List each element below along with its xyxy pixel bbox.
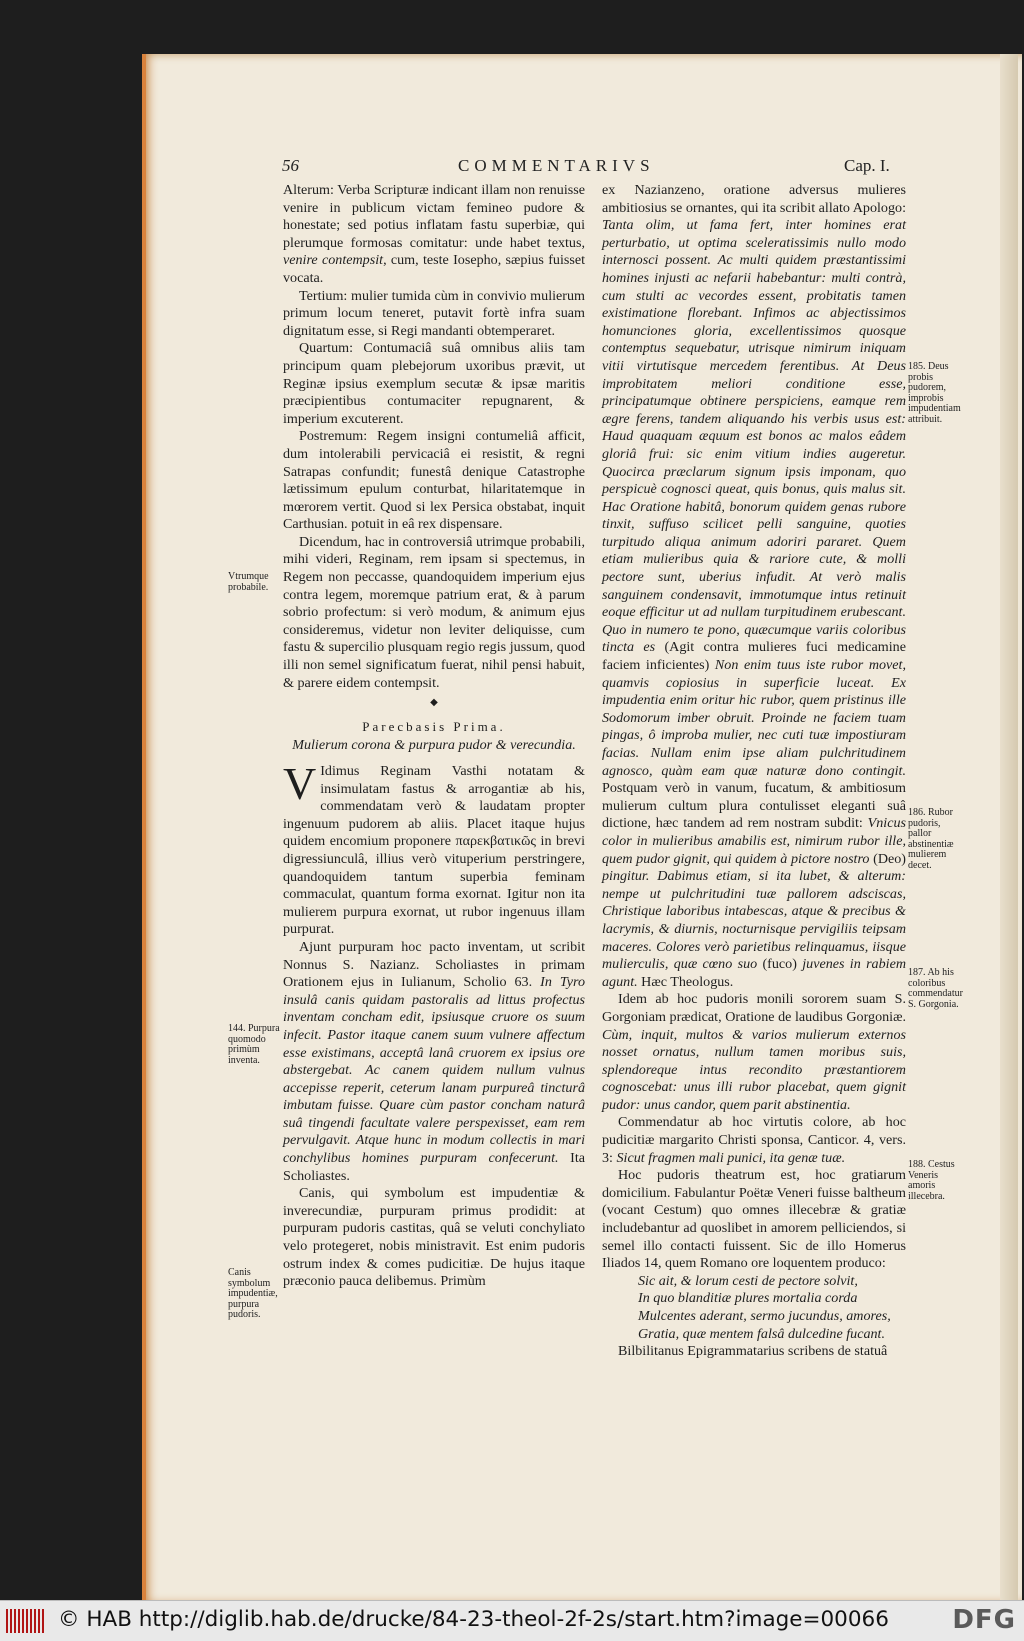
running-title: COMMENTARIVS — [458, 156, 655, 175]
paragraph-commendatur: Commendatur ab hoc virtutis colore, ab hoc pudicitiæ margarito Christi sponsa, Canticor. 4, vers. 3: Sicut fragmen mali punici, ita genæ tuæ. — [602, 1114, 906, 1166]
verse-line: Sic ait, & lorum cesti de pectore solvit, — [638, 1272, 858, 1289]
paragraph-tertium: Tertium: mulier tumida cùm in convivio mulierum primum locum teneret, putavit fortè infra suam dignitatum esse, si Regi mandanti obtemperaret. — [283, 287, 585, 339]
barcode-icon — [6, 1609, 44, 1633]
paragraph-bilbilitanus: Bilbilitanus Epigrammatarius scribens de statuâ — [618, 1343, 888, 1360]
paragraph-nazianzenus: ex Nazianzeno, oratione adversus mulieres ambitiosius se ornantes, qui ita scribit allato Apologo: Tanta olim, ut fama fert, inter homines erat perturbatio, ut optima sceleratissimis nullo modo internosci possent. Ac multi quidem præstantissimi homines injusti ac nefarii habebantur: multi contrà, cum stulti ac vecordes essent, probitatis tamen existimatione florebant. Infimos ac abjectissimos homunciones gloria, excellentissimos quosque contemptus sequebatur, utrisque nimirum iniquam vitii virtutisque mercedem ferentibus. At Deus improbitatem meliori conditione esse, principatumque obtinere perspiciens, eamque rem ægre ferens, tandem aliquando his verbis usus est: Haud quaquam æquum est bonos ac malos eâdem gloriâ frui: sic enim vitium indies augeretur. Quocirca præclarum signum ipsis imponam, quo perspicuè cognosci queat, quis bonus, quis malus sit. Hac Oratione habitâ, bonorum quidem genas rubore tinxit, suffuso scilicet pelli sanguine, quoties turpitudo aliqua animum adoriri pararet. Quem etiam mulieribus quia & rariore cute, & molli pectore sunt, uberius infudit. At verò malis sanguinem condensavit, immotumque intus retinuit eoque efficitur ut ad nullam turpitudinem erubescant. Quo in numero te pono, quæcumque variis coloribus tincta es (Agit contra mulieres fuci medicamine faciem inficientes) Non enim tuus iste rubor movet, quamvis copiosius in superficie luceat. Ex impudentia enim oritur hic rubor, quem pristinus ille Sodomorum imber obruit. Proinde ne faciem tuam pingas, ô improba mulier, nec cuti tuæ impostiuram facias. Nullam enim ipse aliam pulchritudinem agnosco, quàm eam quæ naturæ dono contingit. Postquam verò in vanum, fucatum, & ambitiosum mulierum cultum plura contulisset eleganti suâ dictione, hæc tandem ad rem nostram subdit: Vnicus color in mulieribus amabilis est, nimirum rubor ille, quem pudor gignit, qui quidem à pictore nostro (Deo) pingitur. Dabimus etiam, si ita lubet, & alterum: nempe ut pulchritudini tuæ pallorem adsciscas, Christique laboribus intabescas, atque & precibus & lacrymis, & diurnis, nocturnisque pervigiliis teipsam maceres. Colores verò parietibus relinquamus, iisque mulierculis, quæ cœno suo (fuco) juvenes in rabiem agunt. Hæc Theologus. — [602, 182, 906, 990]
margin-note-144: 144. Purpura quomodo primùm inventa. — [228, 1023, 280, 1066]
drop-cap: V — [283, 758, 317, 809]
paragraph-gorgonia: Idem ab hoc pudoris monili sororem suam S. Gorgoniam prædicat, Oratione de laudibus Gorgoniæ. Cùm, inquit, multos & varios mulierum externos nosset ornatus, nullum tamen moribus suis, splendoreque intus recondito præstantiorem cognoscebat: unus illi rubor placebat, quem gignit pudor: unus candor, quem parit abstinentia. — [602, 991, 906, 1113]
margin-note-186: 186. Rubor pudoris, pallor abstinentiæ mulierem decet. — [908, 807, 954, 871]
left-column — [283, 182, 585, 1291]
margin-note-185: 185. Deus probis pudorem, improbis impudentiam attribuit. — [908, 361, 961, 425]
source-credit: © HAB http://diglib.hab.de/drucke/84-23-theol-2f-2s/start.htm?image=00066 — [58, 1607, 889, 1632]
paragraph-theatrum: Hoc pudoris theatrum est, hoc gratiarum domicilium. Fabulantur Poëtæ Veneri fuisse baltheum (vocant Cestum) quo omnes illecebræ & gratiæ includebantur ad quoslibet in amorem pelliciendos, si semel illo contacti fuissent. Sic de illo Homerus Iliados 14, quem Romano ore loquentem produco: — [602, 1167, 906, 1272]
ornament-star: ◆ — [430, 697, 438, 709]
margin-note-187: 187. Ab his coloribus commendatur S. Gorgonia. — [908, 967, 963, 1010]
chapter-label: Cap. I. — [844, 156, 890, 175]
verse-line: Gratia, quæ mentem falsâ dulcedine fucant. — [638, 1325, 885, 1342]
right-column — [602, 182, 906, 1361]
paragraph-vidimus: V Idimus Reginam Vasthi notatam & insimulatam fastus & arrogantiæ ab his, commendatam verò & laudatam propter ingenuum pudorem ab aliis. Placet itaque hujus quidem encomium proponere παρεκβατικῶς in brevi digressiunculâ, illius verò vituperium perstringere, quandoquidem tantum superbia feminam commaculat, quantum forma exornat. Igitur non ita mulierem purpura exornat, ut rubor ingenuus illam purpurat. — [283, 758, 585, 938]
paragraph-alterum: Alterum: Verba Scripturæ indicant illam non renuisse venire in publicum victam femineo pudore & honestate; sed potius inflatam fastu superbiæ, qui plerumque formosas comitatur: unde habet textus, venire contempsit, cum, teste Iosepho, sæpius fuisset vocata. — [283, 182, 586, 286]
page-number: 56 — [282, 156, 299, 175]
dfg-logo: DFG — [952, 1605, 1016, 1635]
paragraph-postremum: Postremum: Regem insigni contumeliâ afficit, dum intolerabili pervicaciâ ei resistit, & regni Satrapas confundit; funestâ denique Catastrophe lætissimum epulum conturbat, hilaritatemque in mœrorem vertit. Quod si lex Persica obstabat, inquit Carthusian. potuit in eâ rex dispensare. — [283, 428, 585, 533]
paragraph-quartum: Quartum: Contumaciâ suâ omnibus aliis tam principum quam plebejorum uxoribus prævit, ut Reginæ ipsius exemplum secutæ & ipsæ maritis præcipientibus contumaciter repugnarent, & imperium excuterent. — [283, 340, 585, 427]
page-edge — [1000, 54, 1018, 1600]
verse-line: In quo blanditiæ plures mortalia corda — [638, 1290, 858, 1307]
paragraph-canis: Canis, qui symbolum est impudentiæ & inverecundiæ, purpuram primus prodidit: at purpuram pudoris castitas, quâ se veluti conchyliato velo protegeret, nobis ministravit. Est enim pudoris ostrum index & comes pudicitiæ. De hujus itaque præconio pauca delibemus. Primùm — [283, 1185, 585, 1290]
margin-note-188: 188. Cestus Veneris amoris illecebra. — [908, 1159, 955, 1202]
section-subtitle: Mulierum corona & purpura pudor & verecundia. — [292, 737, 576, 754]
margin-note-canis: Canis symbolum impudentiæ, purpura pudoris. — [228, 1267, 278, 1320]
verse-line: Mulcentes aderant, sermo jucundus, amores, — [638, 1308, 891, 1324]
margin-note-utrumque: Vtrumque probabile. — [228, 571, 269, 593]
paragraph-ajunt: Ajunt purpuram hoc pacto inventam, ut scribit Nonnus S. Nazianz. Scholiastes in primam Orationem ejus in Iulianum, Scholio 63. In Tyro insulâ canis quidam pastoralis ad littus profectus inventam concham edit, ipsiusque cruore os suum infecit. Pastor itaque canem suum vulnere affectum esse existimans, acceptâ lanâ cruorem ex ipsius ore abstergebat. Ac canem quidem nullum vulnus accepisse reperit, ceterum lanam purpureâ tincturâ imbutam fuisse. Quare cùm pastor concham naturâ suâ tingendi facultate valere perspexisset, eam rem pervulgavit. Atque hunc in modum collectis in mari conchylibus homines purpuram confecerunt. Ita Scholiastes. — [283, 938, 585, 1184]
section-heading: Parecbasis Prima. — [362, 718, 506, 734]
viewer-footer — [0, 1600, 1024, 1641]
paragraph-dicendum: Dicendum, hac in controversiâ utrimque probabili, mihi videri, Reginam, rem ipsam si spectemus, in Regem non peccasse, quandoquidem imperium ejus contra legem, moremque patrium erat, & à parum sobrio profectum: si verò modum, & animum ejus consideremus, videtur non leviter deliquisse, cum fastu & supercilio plusquam regio regis jussum, quod illi non semel significatum fuerat, nihil pensi habuit, & parere eidem contempsit. — [283, 533, 585, 691]
